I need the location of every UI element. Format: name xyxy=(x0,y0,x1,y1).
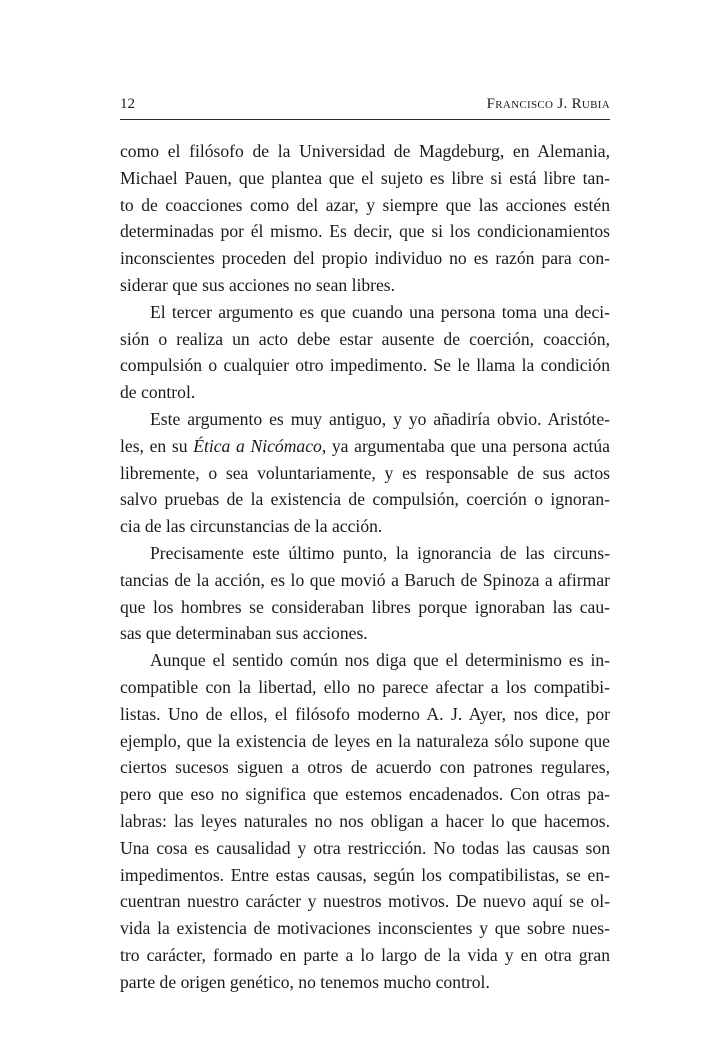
book-title-italic: Ética a Nicómaco xyxy=(193,435,322,456)
text-line: sas que determinaban sus acciones. xyxy=(120,623,368,644)
text-line: tro carácter, formado en parte a lo largo de la vida y en otra gran xyxy=(120,944,610,965)
text-line xyxy=(120,433,610,460)
text-line: labras: las leyes naturales no nos obligan a hacer lo que hacemos. xyxy=(120,810,610,831)
text-line: Precisamente este último punto, la ignorancia de las circuns- xyxy=(150,542,610,563)
text-line: Una cosa es causalidad y otra restricción. No todas las causas son xyxy=(120,837,610,858)
text-line: de control. xyxy=(120,382,196,403)
text-line: sión o realiza un acto debe estar ausente de coerción, coacción, xyxy=(120,328,610,349)
text-line: El tercer argumento es que cuando una persona toma una deci- xyxy=(150,301,610,322)
text-segment: les, en su xyxy=(120,435,194,456)
text-line: Michael Pauen, que plantea que el sujeto es libre si está libre tan- xyxy=(120,167,610,188)
text-line: pero que eso no significa que estemos encadenados. Con otras pa- xyxy=(120,784,610,805)
text-line: determinadas por él mismo. Es decir, que si los condicionamientos xyxy=(120,221,610,242)
text-line: parte de origen genético, no tenemos mucho control. xyxy=(120,971,490,992)
text-line: libremente, o sea voluntariamente, y es responsable de sus actos xyxy=(120,462,610,483)
page-number: 12 xyxy=(120,96,135,112)
text-line: salvo pruebas de la existencia de compulsión, coerción o ignoran- xyxy=(120,489,610,510)
text-line: impedimentos. Entre estas causas, según los compatibilistas, se en- xyxy=(120,864,610,885)
text-line: listas. Uno de ellos, el filósofo moderno A. J. Ayer, nos dice, por xyxy=(120,703,610,724)
body-text xyxy=(120,138,610,996)
book-page xyxy=(120,0,610,1055)
text-line: Aunque el sentido común nos diga que el determinismo es in- xyxy=(150,650,610,671)
running-head xyxy=(120,96,610,113)
text-line: inconscientes proceden del propio individuo no es razón para con- xyxy=(120,248,610,269)
text-line: compatible con la libertad, ello no parece afectar a los compatibi- xyxy=(120,676,610,697)
text-line: vida la existencia de motivaciones inconscientes y que sobre nues- xyxy=(120,918,610,939)
text-line: ejemplo, que la existencia de leyes en la naturaleza sólo supone que xyxy=(120,730,610,751)
text-line: siderar que sus acciones no sean libres. xyxy=(120,274,396,295)
text-line: cia de las circunstancias de la acción. xyxy=(120,516,383,537)
text-line: como el filósofo de la Universidad de Magdeburg, en Alemania, xyxy=(120,141,610,161)
text-line: tancias de la acción, es lo que movió a Baruch de Spinoza a afirmar xyxy=(120,569,610,590)
text-segment: , ya argumentaba que una persona actúa xyxy=(321,435,610,456)
text-line: cuentran nuestro carácter y nuestros motivos. De nuevo aquí se ol- xyxy=(120,891,610,912)
header-rule xyxy=(120,119,610,120)
text-line: ciertos sucesos siguen a otros de acuerdo con patrones regulares, xyxy=(120,757,610,778)
text-line: to de coacciones como del azar, y siempre que las acciones estén xyxy=(120,194,610,215)
text-line: que los hombres se consideraban libres porque ignoraban las cau- xyxy=(120,596,610,617)
running-title: Francisco J. Rubia xyxy=(486,96,610,112)
text-line: compulsión o cualquier otro impedimento. Se le llama la condición xyxy=(120,355,610,376)
text-line: Este argumento es muy antiguo, y yo añadiría obvio. Aristóte- xyxy=(150,408,610,429)
